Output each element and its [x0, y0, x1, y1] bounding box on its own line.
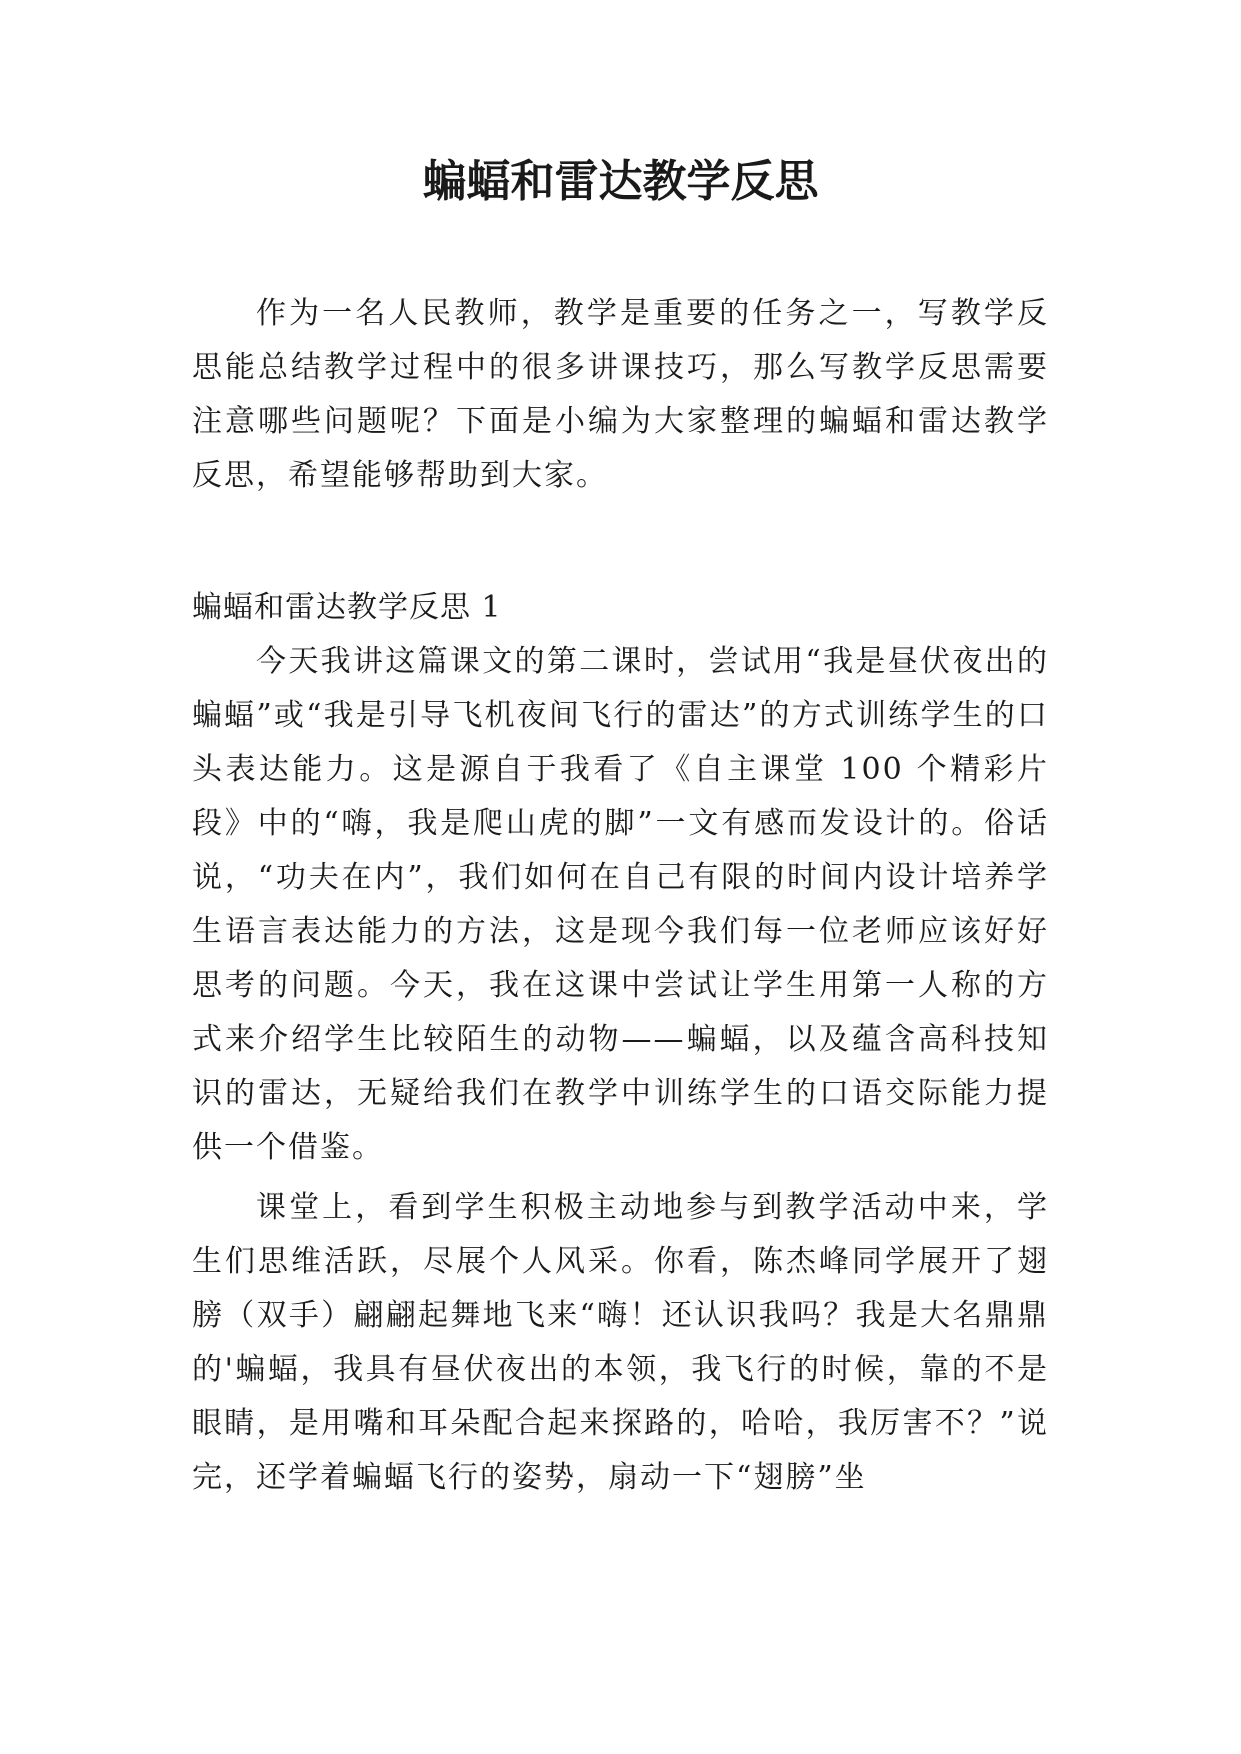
intro-block	[192, 287, 1049, 509]
section-heading: 蝙蝠和雷达教学反思 1	[192, 590, 502, 625]
body-paragraph: 今天我讲这篇课文的第二课时，尝试用“我是昼伏夜出的蝙蝠”或“我是引导飞机夜间飞行的雷达”的方式训练学生的口头表达能力。这是源自于我看了《自主课堂 100 个精彩片段》中的“嗨，我是爬山虎的脚”一文有感而发设计的。俗话说，“功夫在内”，我们如何在自己有限的时间内设计培养学生语言表达能力的方法，这是现今我们每一位老师应该好好思考的问题。今天，我在这课中尝试让学生用第一人称的方式来介绍学生比较陌生的动物——蝙蝠，以及蕴含高科技知识的雷达，无疑给我们在教学中训练学生的口语交际能力提供一个借鉴。	[192, 644, 1049, 1165]
section-body	[192, 635, 1049, 1511]
document-title: 蝙蝠和雷达教学反思	[422, 156, 819, 207]
body-paragraph: 课堂上，看到学生积极主动地参与到教学活动中来，学生们思维活跃，尽展个人风采。你看，陈杰峰同学展开了翅膀（双手）翩翩起舞地飞来“嗨！还认识我吗？我是大名鼎鼎的'蝙蝠，我具有昼伏夜出的本领，我飞行的时候，靠的不是眼睛，是用嘴和耳朵配合起来探路的，哈哈，我厉害不？”说完，还学着蝙蝠飞行的姿势，扇动一下“翅膀”坐	[192, 1190, 1049, 1495]
intro-paragraph: 作为一名人民教师，教学是重要的任务之一，写教学反思能总结教学过程中的很多讲课技巧，那么写教学反思需要注意哪些问题呢？下面是小编为大家整理的蝙蝠和雷达教学反思，希望能够帮助到大家。	[192, 296, 1049, 493]
